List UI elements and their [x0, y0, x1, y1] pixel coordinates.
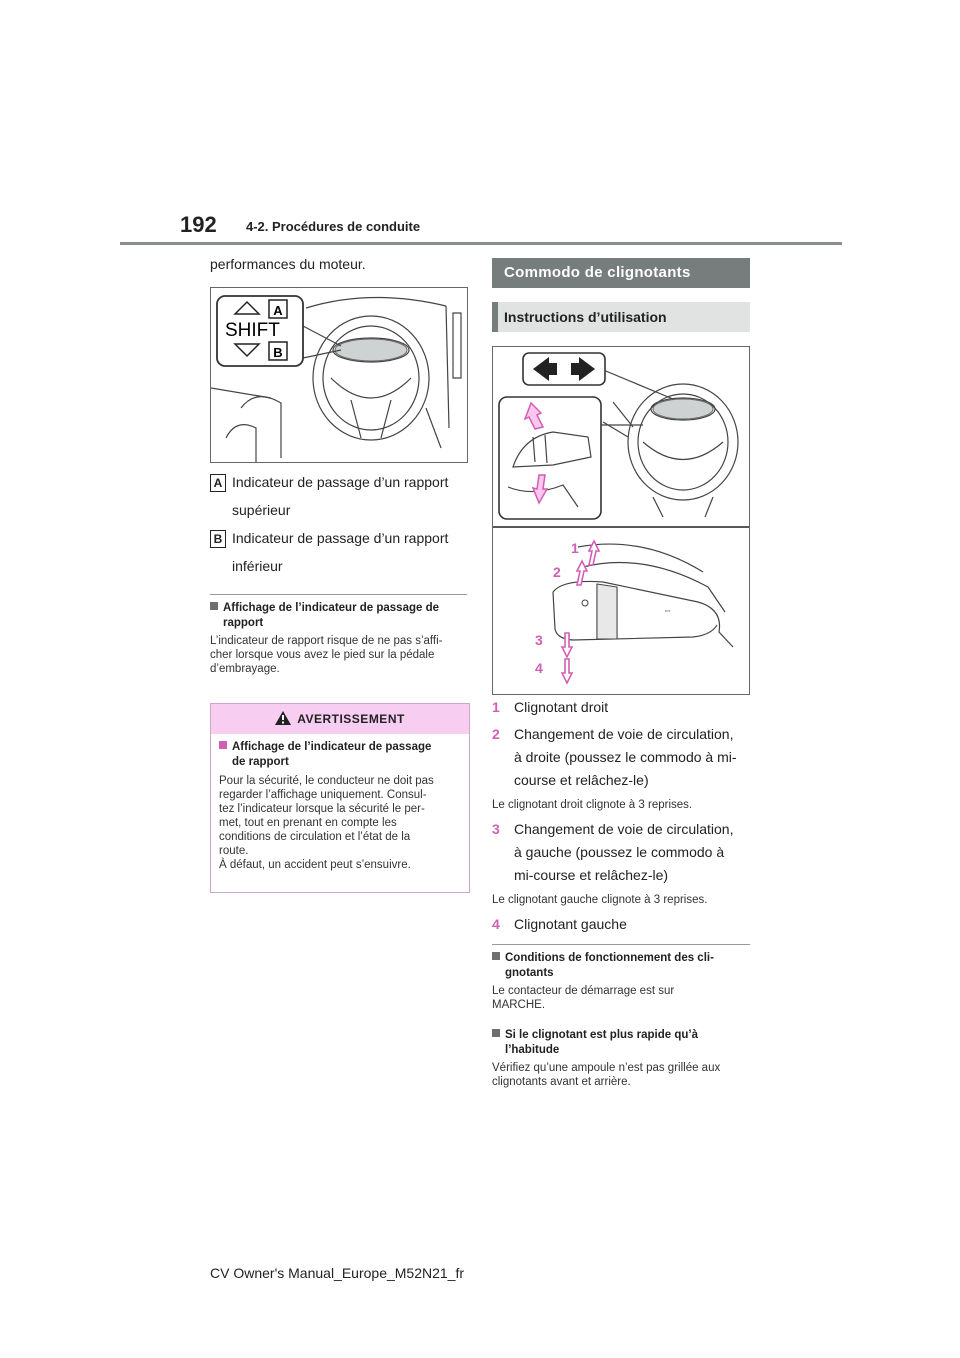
figure-number-1: 1: [571, 540, 579, 556]
label-a-box: A: [210, 474, 226, 492]
step-text: course et relâchez-le): [514, 772, 649, 788]
dashboard-illustration: [211, 288, 467, 462]
divider-right: [492, 944, 750, 945]
label-b: [210, 524, 467, 552]
warning-box: [210, 703, 470, 893]
warning-heading-line2: de rapport: [232, 756, 289, 768]
warning-body-line: Pour la sécurité, le conducteur ne doit pas: [219, 775, 434, 787]
shift-labels: [210, 468, 467, 580]
note-body-line: Vérifiez qu’une ampoule n’est pas grillée aux: [492, 1062, 721, 1074]
divider-left: [210, 594, 467, 595]
label-b-box: B: [210, 530, 226, 548]
step-text: mi-course et relâchez-le): [514, 867, 669, 883]
step-text: Changement de voie de circulation,: [514, 726, 734, 742]
steps-list: [492, 696, 750, 936]
step-number: 2: [492, 726, 500, 742]
shift-indicator-figure: [210, 287, 468, 463]
note-body-line: L’indicateur de rapport risque de ne pas s’affi-: [210, 635, 443, 647]
note-body-line: cher lorsque vous avez le pied sur la pédale: [210, 649, 435, 661]
note-body-line: d’embrayage.: [210, 663, 280, 675]
step-number: 3: [492, 821, 500, 837]
square-bullet-icon: [492, 1029, 500, 1037]
label-a: [210, 468, 467, 496]
warning-body-line: tez l’indicateur lorsque la sécurité le per-: [219, 803, 425, 815]
note-fast-blinking: [492, 1028, 750, 1089]
step-2: [492, 723, 750, 792]
warning-body-line: À défaut, un accident peut s’ensuivre.: [219, 859, 411, 871]
step-note: Le clignotant gauche clignote à 3 reprises.: [492, 894, 708, 906]
label-b-line1: Indicateur de passage d’un rapport: [232, 530, 449, 546]
step-text: à droite (poussez le commodo à mi-: [514, 749, 737, 765]
note-heading-line1: Si le clignotant est plus rapide qu’à: [505, 1029, 698, 1041]
note-body-line: MARCHE.: [492, 999, 546, 1011]
footer-text: CV Owner's Manual_Europe_M52N21_fr: [210, 1265, 465, 1281]
note-heading-line1: Affichage de l’indicateur de passage de: [223, 602, 440, 614]
step-text: Clignotant droit: [514, 699, 609, 715]
subsection-heading-bar: Instructions d’utilisation: [492, 302, 750, 332]
square-bullet-icon: [219, 741, 227, 749]
warning-title: AVERTISSEMENT: [297, 712, 405, 726]
step-note: Le clignotant droit clignote à 3 reprises.: [492, 799, 693, 811]
warning-header: [211, 704, 469, 734]
note-conditions: [492, 951, 750, 1012]
header-rule: [120, 242, 842, 245]
step-number: 4: [492, 916, 500, 932]
figure-letter-b: B: [273, 345, 283, 360]
label-a-line1: Indicateur de passage d’un rapport: [232, 474, 449, 490]
label-b-line2: inférieur: [232, 558, 283, 574]
step-4: [492, 913, 750, 936]
figure-number-4: 4: [535, 660, 543, 676]
turn-signal-illustration: [493, 347, 749, 694]
note-heading-line2: gnotants: [505, 967, 554, 979]
step-3: [492, 818, 750, 887]
section-title: 4-2. Procédures de conduite: [246, 219, 421, 234]
label-a-line2: supérieur: [232, 502, 291, 518]
square-bullet-icon: [210, 602, 218, 610]
warning-body-line: regarder l’affichage uniquement. Consul-: [219, 789, 427, 801]
note-body-line: clignotants avant et arrière.: [492, 1076, 631, 1088]
step-number: 1: [492, 699, 500, 715]
note-heading-line2: rapport: [223, 617, 264, 629]
step-text: à gauche (poussez le commodo à: [514, 844, 725, 860]
note-heading-line1: Conditions de fonctionnement des cli-: [505, 952, 714, 964]
figure-number-3: 3: [535, 632, 543, 648]
note-shift-display: [210, 601, 467, 676]
step-1: [492, 696, 750, 719]
turn-signal-figure: [492, 346, 750, 695]
warning-body-line: route.: [219, 845, 249, 857]
svg-text:⇔: ⇔: [663, 605, 672, 615]
section-heading-bar: Commodo de clignotants: [492, 258, 750, 288]
warning-heading-line1: Affichage de l’indicateur de passage: [232, 741, 432, 753]
step-text: Changement de voie de circulation,: [514, 821, 734, 837]
figure-number-2: 2: [553, 564, 561, 580]
note-body-line: Le contacteur de démarrage est sur: [492, 985, 675, 997]
warning-body-line: met, tout en prenant en compte les: [219, 817, 397, 829]
square-bullet-icon: [492, 952, 500, 960]
page-number: 192: [180, 212, 217, 237]
warning-body-line: conditions de circulation et l’état de la: [219, 831, 411, 843]
intro-text: performances du moteur.: [210, 256, 366, 272]
shift-text: SHIFT: [225, 320, 280, 341]
step-text: Clignotant gauche: [514, 916, 627, 932]
warning-triangle-icon: [275, 711, 291, 725]
note-heading-line2: l’habitude: [505, 1044, 560, 1056]
figure-letter-a: A: [273, 303, 283, 318]
